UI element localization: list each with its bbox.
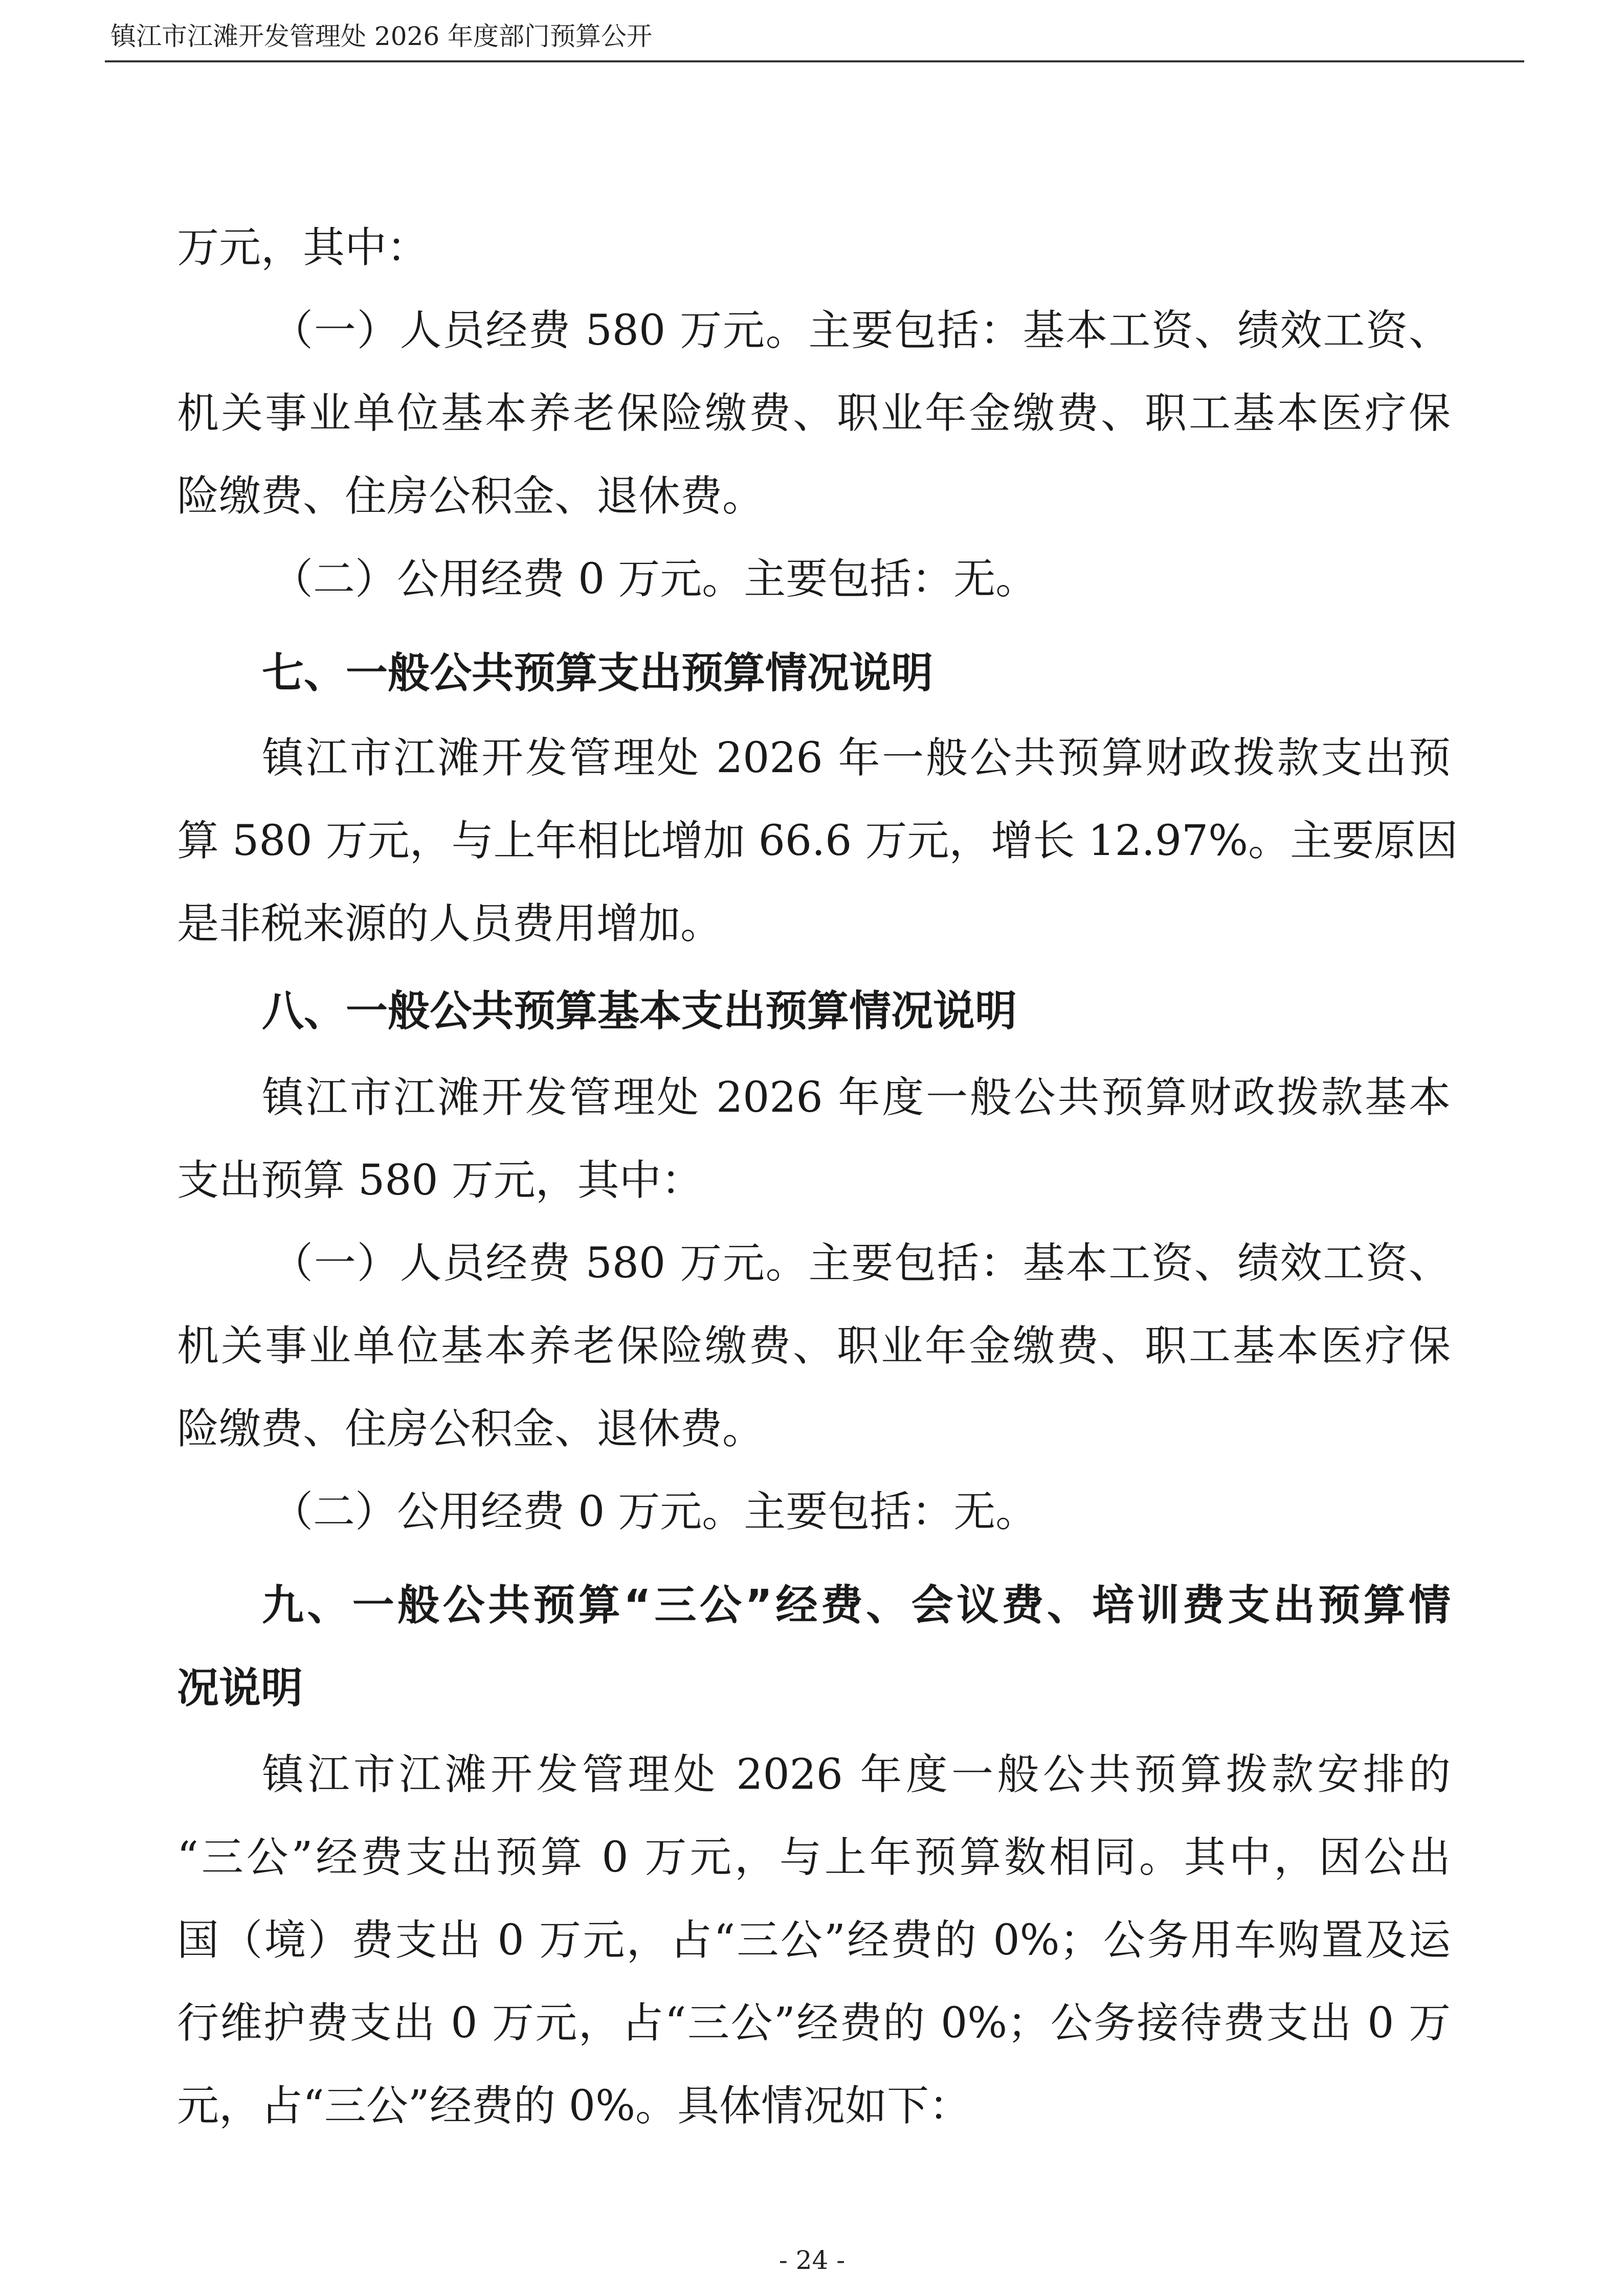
body-line: “三公”经费支出预算 0 万元，与上年预算数相同。其中，因公出: [177, 1833, 1451, 1882]
body-line: 国（境）费支出 0 万元，占“三公”经费的 0%；公务用车购置及运: [177, 1916, 1451, 1965]
header-rule: [105, 60, 1524, 62]
body-line: 镇江市江滩开发管理处 2026 年度一般公共预算财政拨款基本: [262, 1073, 1451, 1122]
section-heading: 九、一般公共预算“三公”经费、会议费、培训费支出预算情: [262, 1581, 1451, 1630]
body-line: 算 580 万元，与上年相比增加 66.6 万元，增长 12.97%。主要原因: [177, 817, 1458, 865]
body-line: 镇江市江滩开发管理处 2026 年度一般公共预算拨款安排的: [262, 1750, 1451, 1799]
section-heading: 八、一般公共预算基本支出预算情况说明: [262, 987, 1017, 1036]
body-line: （二）公用经费 0 万元。主要包括：无。: [271, 555, 1038, 603]
body-line: 万元，其中：: [177, 223, 429, 272]
body-line: 险缴费、住房公积金、退休费。: [177, 1405, 765, 1453]
section-heading: 七、一般公共预算支出预算情况说明: [262, 649, 933, 697]
body-line: 险缴费、住房公积金、退休费。: [177, 472, 765, 521]
body-line: 行维护费支出 0 万元，占“三公”经费的 0%；公务接待费支出 0 万: [177, 1999, 1451, 2047]
body-line: 机关事业单位基本养老保险缴费、职业年金缴费、职工基本医疗保: [177, 389, 1451, 438]
body-line: 元，占“三公”经费的 0%。具体情况如下：: [177, 2082, 971, 2130]
body-line: （一）人员经费 580 万元。主要包括：基本工资、绩效工资、: [271, 1239, 1451, 1288]
body-line: 机关事业单位基本养老保险缴费、职业年金缴费、职工基本医疗保: [177, 1322, 1451, 1370]
body-line: （二）公用经费 0 万元。主要包括：无。: [271, 1488, 1038, 1536]
running-header: 镇江市江滩开发管理处 2026 年度部门预算公开: [110, 21, 653, 51]
body-line: 支出预算 580 万元，其中：: [177, 1156, 703, 1205]
page-number: - 24 -: [778, 2245, 846, 2275]
section-heading: 况说明: [177, 1664, 303, 1713]
body-line: 镇江市江滩开发管理处 2026 年一般公共预算财政拨款支出预: [262, 734, 1451, 782]
body-line: （一）人员经费 580 万元。主要包括：基本工资、绩效工资、: [271, 306, 1451, 355]
body-line: 是非税来源的人员费用增加。: [177, 899, 723, 948]
